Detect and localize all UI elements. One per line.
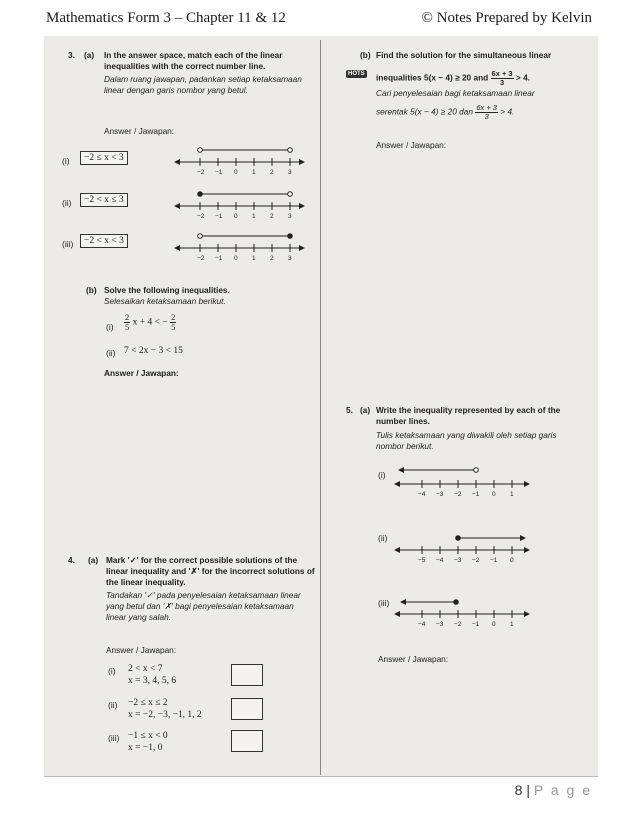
q4a-item-label: (i) [108,666,116,676]
q4a-inequality: −1 ≤ x < 0 [128,731,168,741]
tick-label: −4 [418,621,426,628]
column-divider [320,40,321,775]
tick-label: −4 [436,557,444,564]
q3b-right-answer-label: Answer / Jawapan: [376,140,447,150]
q3b-text-ms: Selesaikan ketaksamaan berikut. [104,296,226,306]
tick-label: −3 [454,557,462,564]
tick-label: −2 [197,213,205,220]
number-line [394,535,530,564]
q4a-solution: x = −1, 0 [128,743,163,753]
q3a-label: (a) [84,50,95,60]
q4a-item-label: (ii) [108,700,118,710]
tick-label: 3 [288,169,292,176]
tick-label: 1 [252,213,256,220]
q5a-answer-label: Answer / Jawapan: [378,654,449,664]
q3a-inequality-box: −2 < x < 3 [80,234,128,248]
q3b-right-ms1: Cari penyelesaian bagi ketaksamaan linear [376,88,535,98]
tick-label: 3 [288,213,292,220]
fraction: $\frac{2}{5}$ [171,312,176,332]
q3-number: 3. [68,50,75,60]
tick-label: 1 [252,169,256,176]
q3b-answer-label: Answer / Jawapan: [104,368,179,378]
q5a-text-ms: Tulis ketaksamaan yang diwakili oleh setiap garis nombor berikut. [376,430,557,451]
q3a-text-ms: Dalam ruang jawapan, padankan setiap ketaksamaan linear dengan garis nombor yang betul. [104,74,302,95]
fraction: $\frac{6x + 3}{3}$ [476,103,497,121]
q3b-i-expression: $\frac{2}{5}$ x + 4 < − $\frac{2}{5}$ [125,312,176,332]
q5-number: 5. [346,405,353,415]
number-line [394,599,530,628]
tick-label: 0 [492,621,496,628]
q3b-right-line1: Find the solution for the simultaneous linear [376,50,552,60]
tick-label: −1 [490,557,498,564]
q3b-right-label: (b) [360,50,371,60]
q3a-inequality-box: −2 ≤ x < 3 [80,151,128,165]
q4a-label: (a) [88,555,99,565]
tick-label: −2 [454,491,462,498]
q5a-item-label: (ii) [378,533,388,543]
q5a-item-label: (iii) [378,598,390,608]
q3a-answer-label: Answer / Jawapan: [104,126,175,136]
tick-label: 0 [510,557,514,564]
tick-label: −3 [436,621,444,628]
tick-label: 0 [492,491,496,498]
tick-label: 0 [234,213,238,220]
q3b-right-line2: inequalities 5(x − 4) ≥ 20 and $\frac{6x + 3}{3}$ > 4. [376,69,530,87]
q5a-item-label: (i) [378,470,386,480]
hots-badge: HOTS [348,71,365,77]
q3a-inequality-box: −2 < x ≤ 3 [80,193,128,207]
tick-label: −1 [215,213,223,220]
number-line [174,234,305,262]
q3a-text: In the answer space, match each of the linear inequalities with the correct number line. [104,50,283,71]
tick-label: −4 [418,491,426,498]
number-line [174,192,305,220]
q4a-answer-box[interactable] [231,730,263,752]
q4a-text-ms: Tandakan '✓' pada penyelesaian ketaksamaan linear yang betul dan '✗' bagi penyelesaian ketaksamaan linear yang salah. [106,590,301,622]
tick-label: 1 [252,255,256,262]
q3b-right-ms2: serentak 5(x − 4) ≥ 20 dan $\frac{6x + 3}{3}$ > 4. [376,103,515,121]
q3b-i-label: (i) [106,322,114,332]
q3b-label: (b) [86,285,97,295]
tick-label: 0 [234,255,238,262]
q3a-item-label: (ii) [62,198,72,208]
tick-label: 2 [270,213,274,220]
tick-label: −1 [472,621,480,628]
tick-label: −2 [472,557,480,564]
tick-label: 2 [270,255,274,262]
q5a-text: Write the inequality represented by each of the number lines. [376,405,561,426]
tick-label: 2 [270,169,274,176]
header-right: © Notes Prepared by Kelvin [421,10,592,26]
q4a-inequality: −2 ≤ x ≤ 2 [128,698,168,708]
number-line [174,148,305,176]
tick-label: 3 [288,255,292,262]
tick-label: 1 [510,621,514,628]
q3b-text: Solve the following inequalities. [104,285,230,295]
fraction: $\frac{6x + 3}{3}$ [491,69,513,87]
q4a-solution: x = 3, 4, 5, 6 [128,676,177,686]
q4a-answer-box[interactable] [231,698,263,720]
tick-label: 0 [234,169,238,176]
header-left: Mathematics Form 3 – Chapter 11 & 12 [46,10,286,26]
footer-separator: | [526,782,530,798]
q3a-item-label: (i) [62,156,70,166]
page-word: P a g e [533,782,592,798]
tick-label: −2 [454,621,462,628]
q4a-answer-label: Answer / Jawapan: [106,645,177,655]
tick-label: −2 [197,169,205,176]
q3a-item-label: (iii) [62,239,74,249]
q3b-ii-expression: 7 < 2x − 3 < 15 [124,346,183,356]
number-line [394,467,530,498]
fraction: $\frac{2}{5}$ [125,312,130,332]
tick-label: 1 [510,491,514,498]
tick-label: −1 [215,169,223,176]
q4a-solution: x = −2, −3, −1, 1, 2 [128,710,202,720]
q4-number: 4. [68,555,75,565]
q4a-text: Mark '✓' for the correct possible solutions of the linear inequality and '✗' for the incorrect solutions of the linear inequality. [106,555,315,587]
q4a-inequality: 2 < x < 7 [128,664,163,674]
q5a-label: (a) [360,405,371,415]
page-number: 8 [514,782,523,798]
tick-label: −5 [418,557,426,564]
footer-rule [44,776,598,777]
q3a-number-lines [172,142,312,272]
page-footer [515,782,592,798]
q4a-answer-box[interactable] [231,664,263,686]
tick-label: −3 [436,491,444,498]
tick-label: −1 [215,255,223,262]
q5a-number-lines [392,462,537,632]
q4a-item-label: (iii) [108,733,120,743]
tick-label: −1 [472,491,480,498]
tick-label: −2 [197,255,205,262]
q3b-ii-label: (ii) [106,348,116,358]
